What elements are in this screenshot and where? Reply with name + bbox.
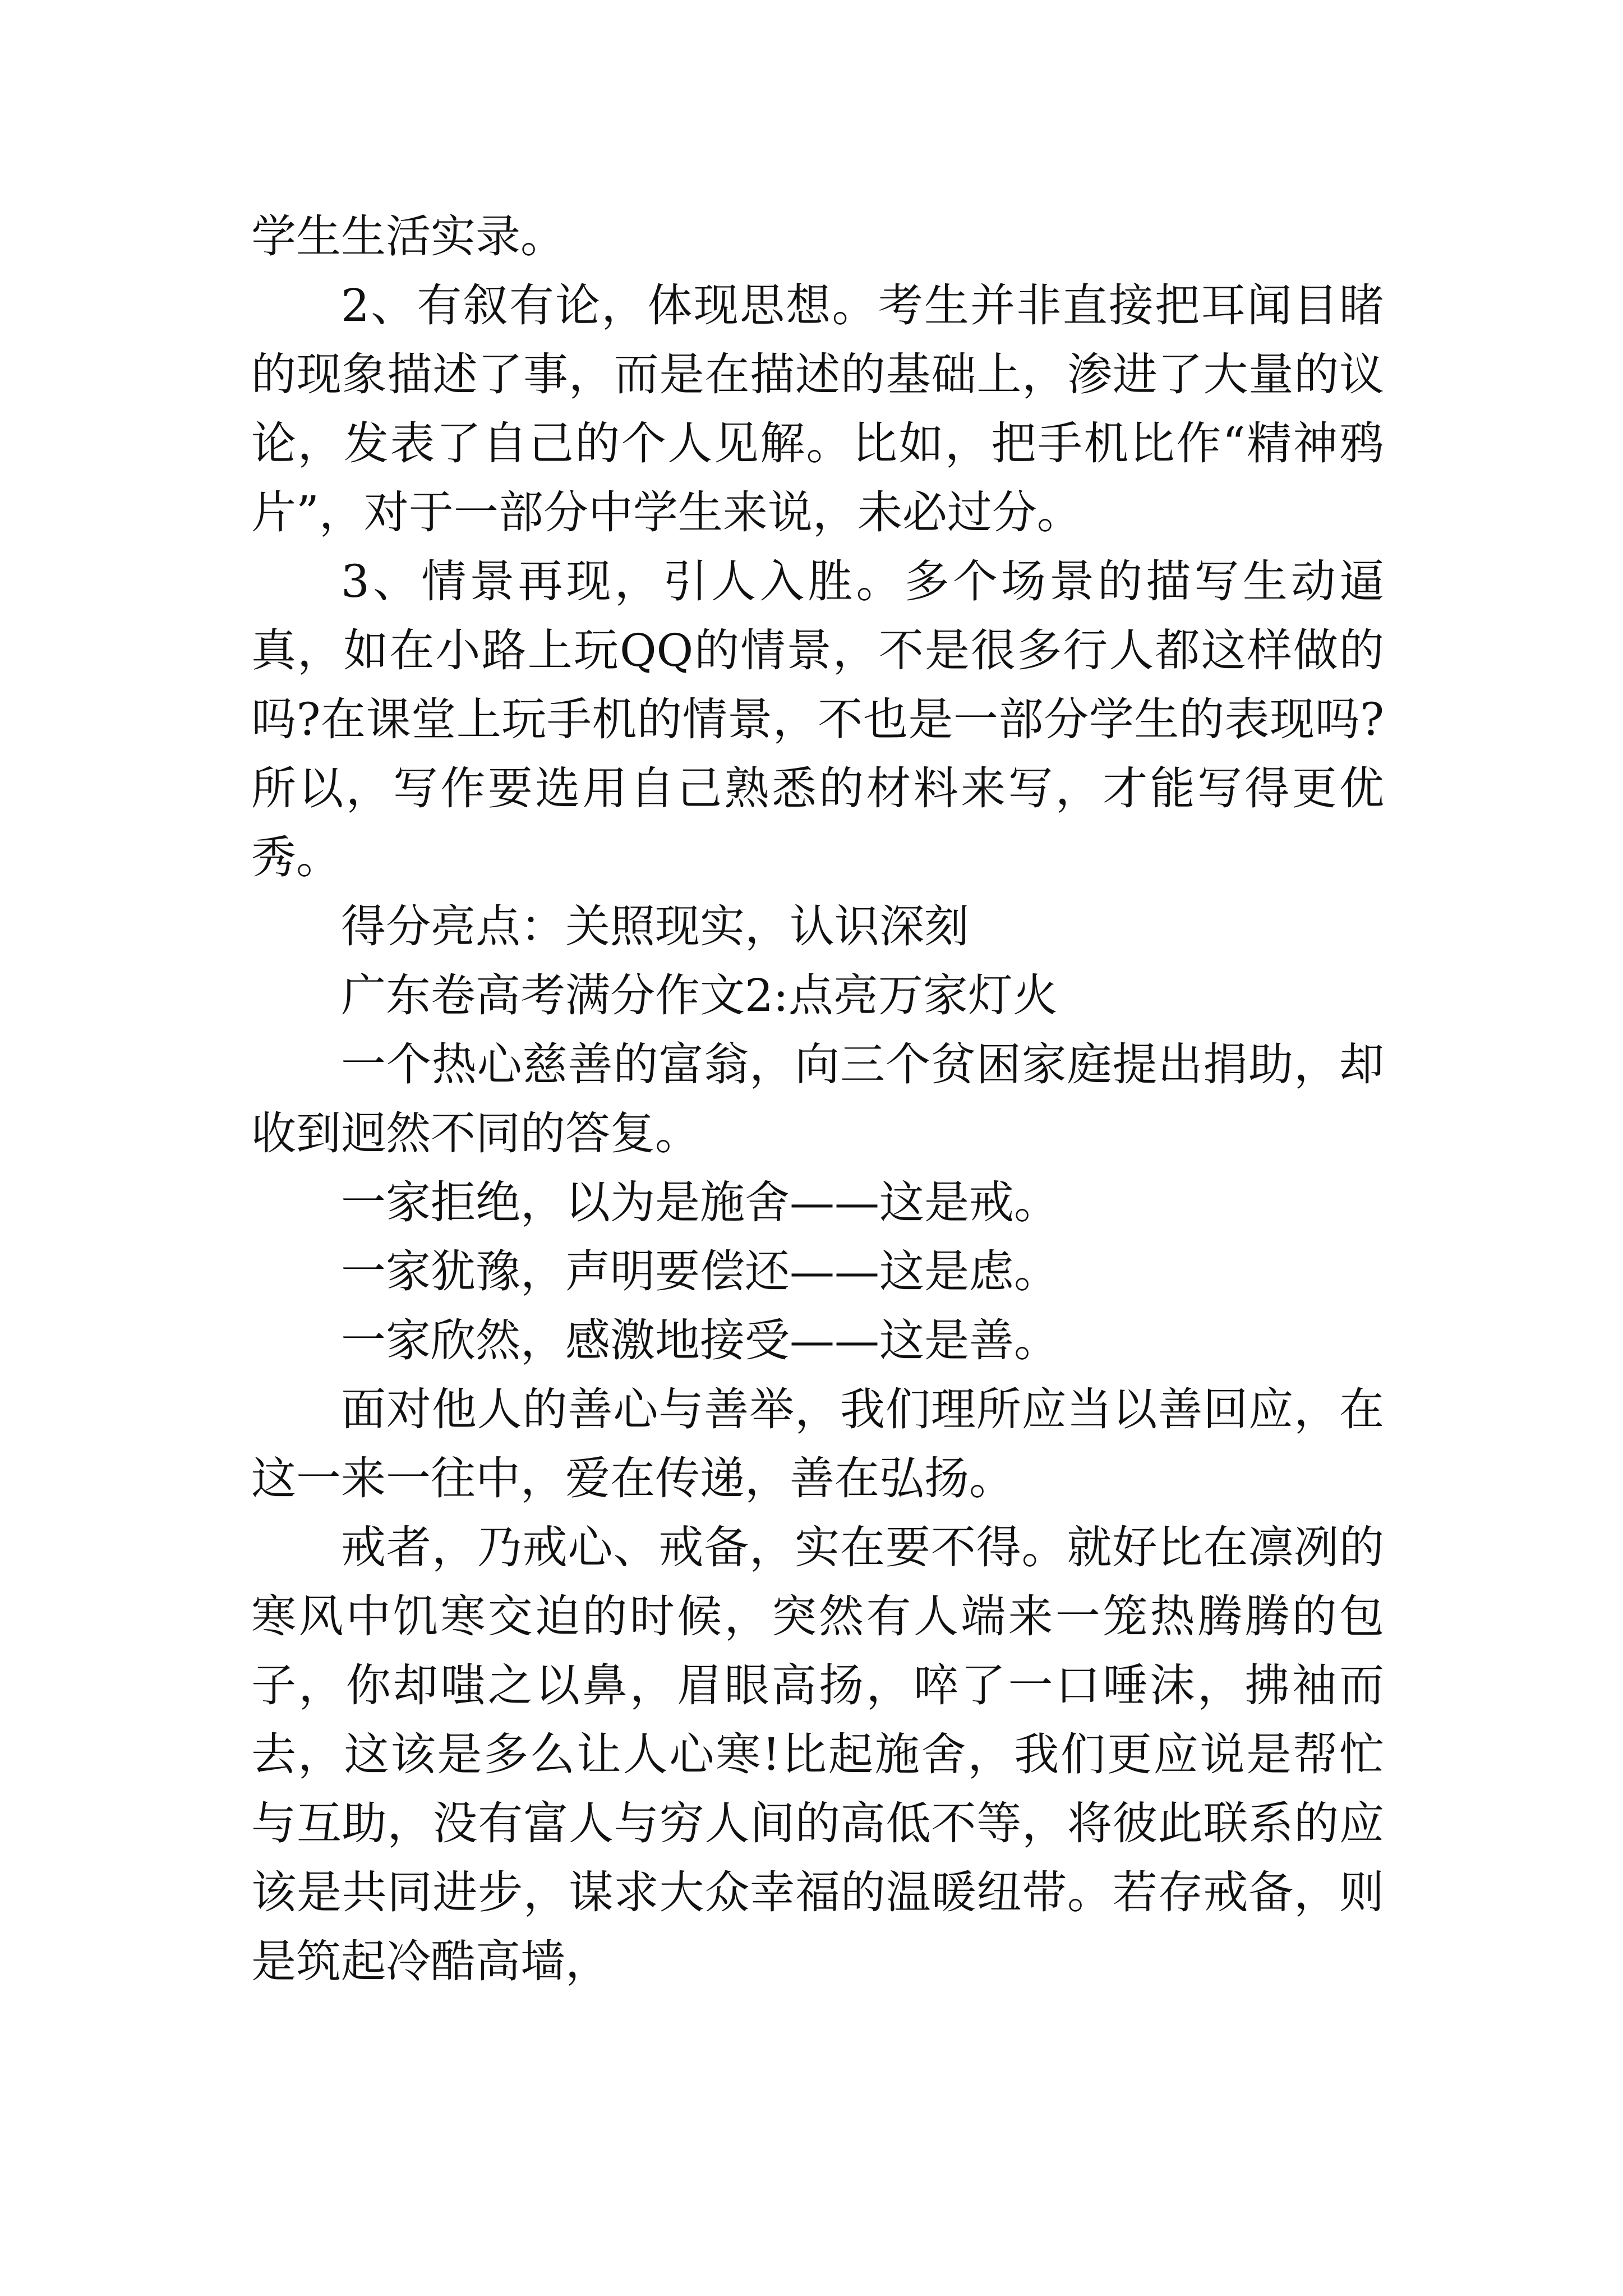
paragraph: 学生生活实录。 bbox=[251, 210, 565, 263]
paragraph: 得分亮点：关照现实，认识深刻 bbox=[341, 900, 969, 953]
document-body bbox=[251, 202, 1384, 1996]
paragraph: 2、有叙有论，体现思想。考生并非直接把耳闻目睹的现象描述了事，而是在描述的基础上，渗进了大量的议论，发表了自己的个人见解。比如，把手机比作“精神鸦片”，对于一部分中学生来说，未必过分。 bbox=[251, 279, 1384, 539]
paragraph: 戒者，乃戒心、戒备，实在要不得。就好比在凛冽的寒风中饥寒交迫的时候，突然有人端来一笼热腾腾的包子，你却嗤之以鼻，眉眼高扬，啐了一口唾沫，拂袖而去，这该是多么让人心寒!比起施舍，我们更应说是帮忙与互助，没有富人与穷人间的高低不等，将彼此联系的应该是共同进步，谋求大众幸福的温暖纽带。若存戒备，则是筑起冷酷高墙， bbox=[251, 1521, 1384, 1987]
paragraph: 一家拒绝，以为是施舍——这是戒。 bbox=[341, 1176, 1059, 1228]
paragraph: 面对他人的善心与善举，我们理所应当以善回应，在这一来一往中，爱在传递，善在弘扬。 bbox=[251, 1383, 1384, 1504]
paragraph: 一个热心慈善的富翁，向三个贫困家庭提出捐助，却收到迥然不同的答复。 bbox=[251, 1038, 1384, 1159]
paragraph: 一家犹豫，声明要偿还——这是虑。 bbox=[341, 1245, 1059, 1297]
essay-title: 广东卷高考满分作文2:点亮万家灯火 bbox=[341, 969, 1058, 1022]
paragraph: 3、情景再现，引人入胜。多个场景的描写生动逼真，如在小路上玩QQ的情景，不是很多行人都这样做的吗?在课堂上玩手机的情景，不也是一部分学生的表现吗?所以，写作要选用自己熟悉的材料来写，才能写得更优秀。 bbox=[251, 555, 1384, 884]
paragraph: 一家欣然，感激地接受——这是善。 bbox=[341, 1314, 1059, 1366]
